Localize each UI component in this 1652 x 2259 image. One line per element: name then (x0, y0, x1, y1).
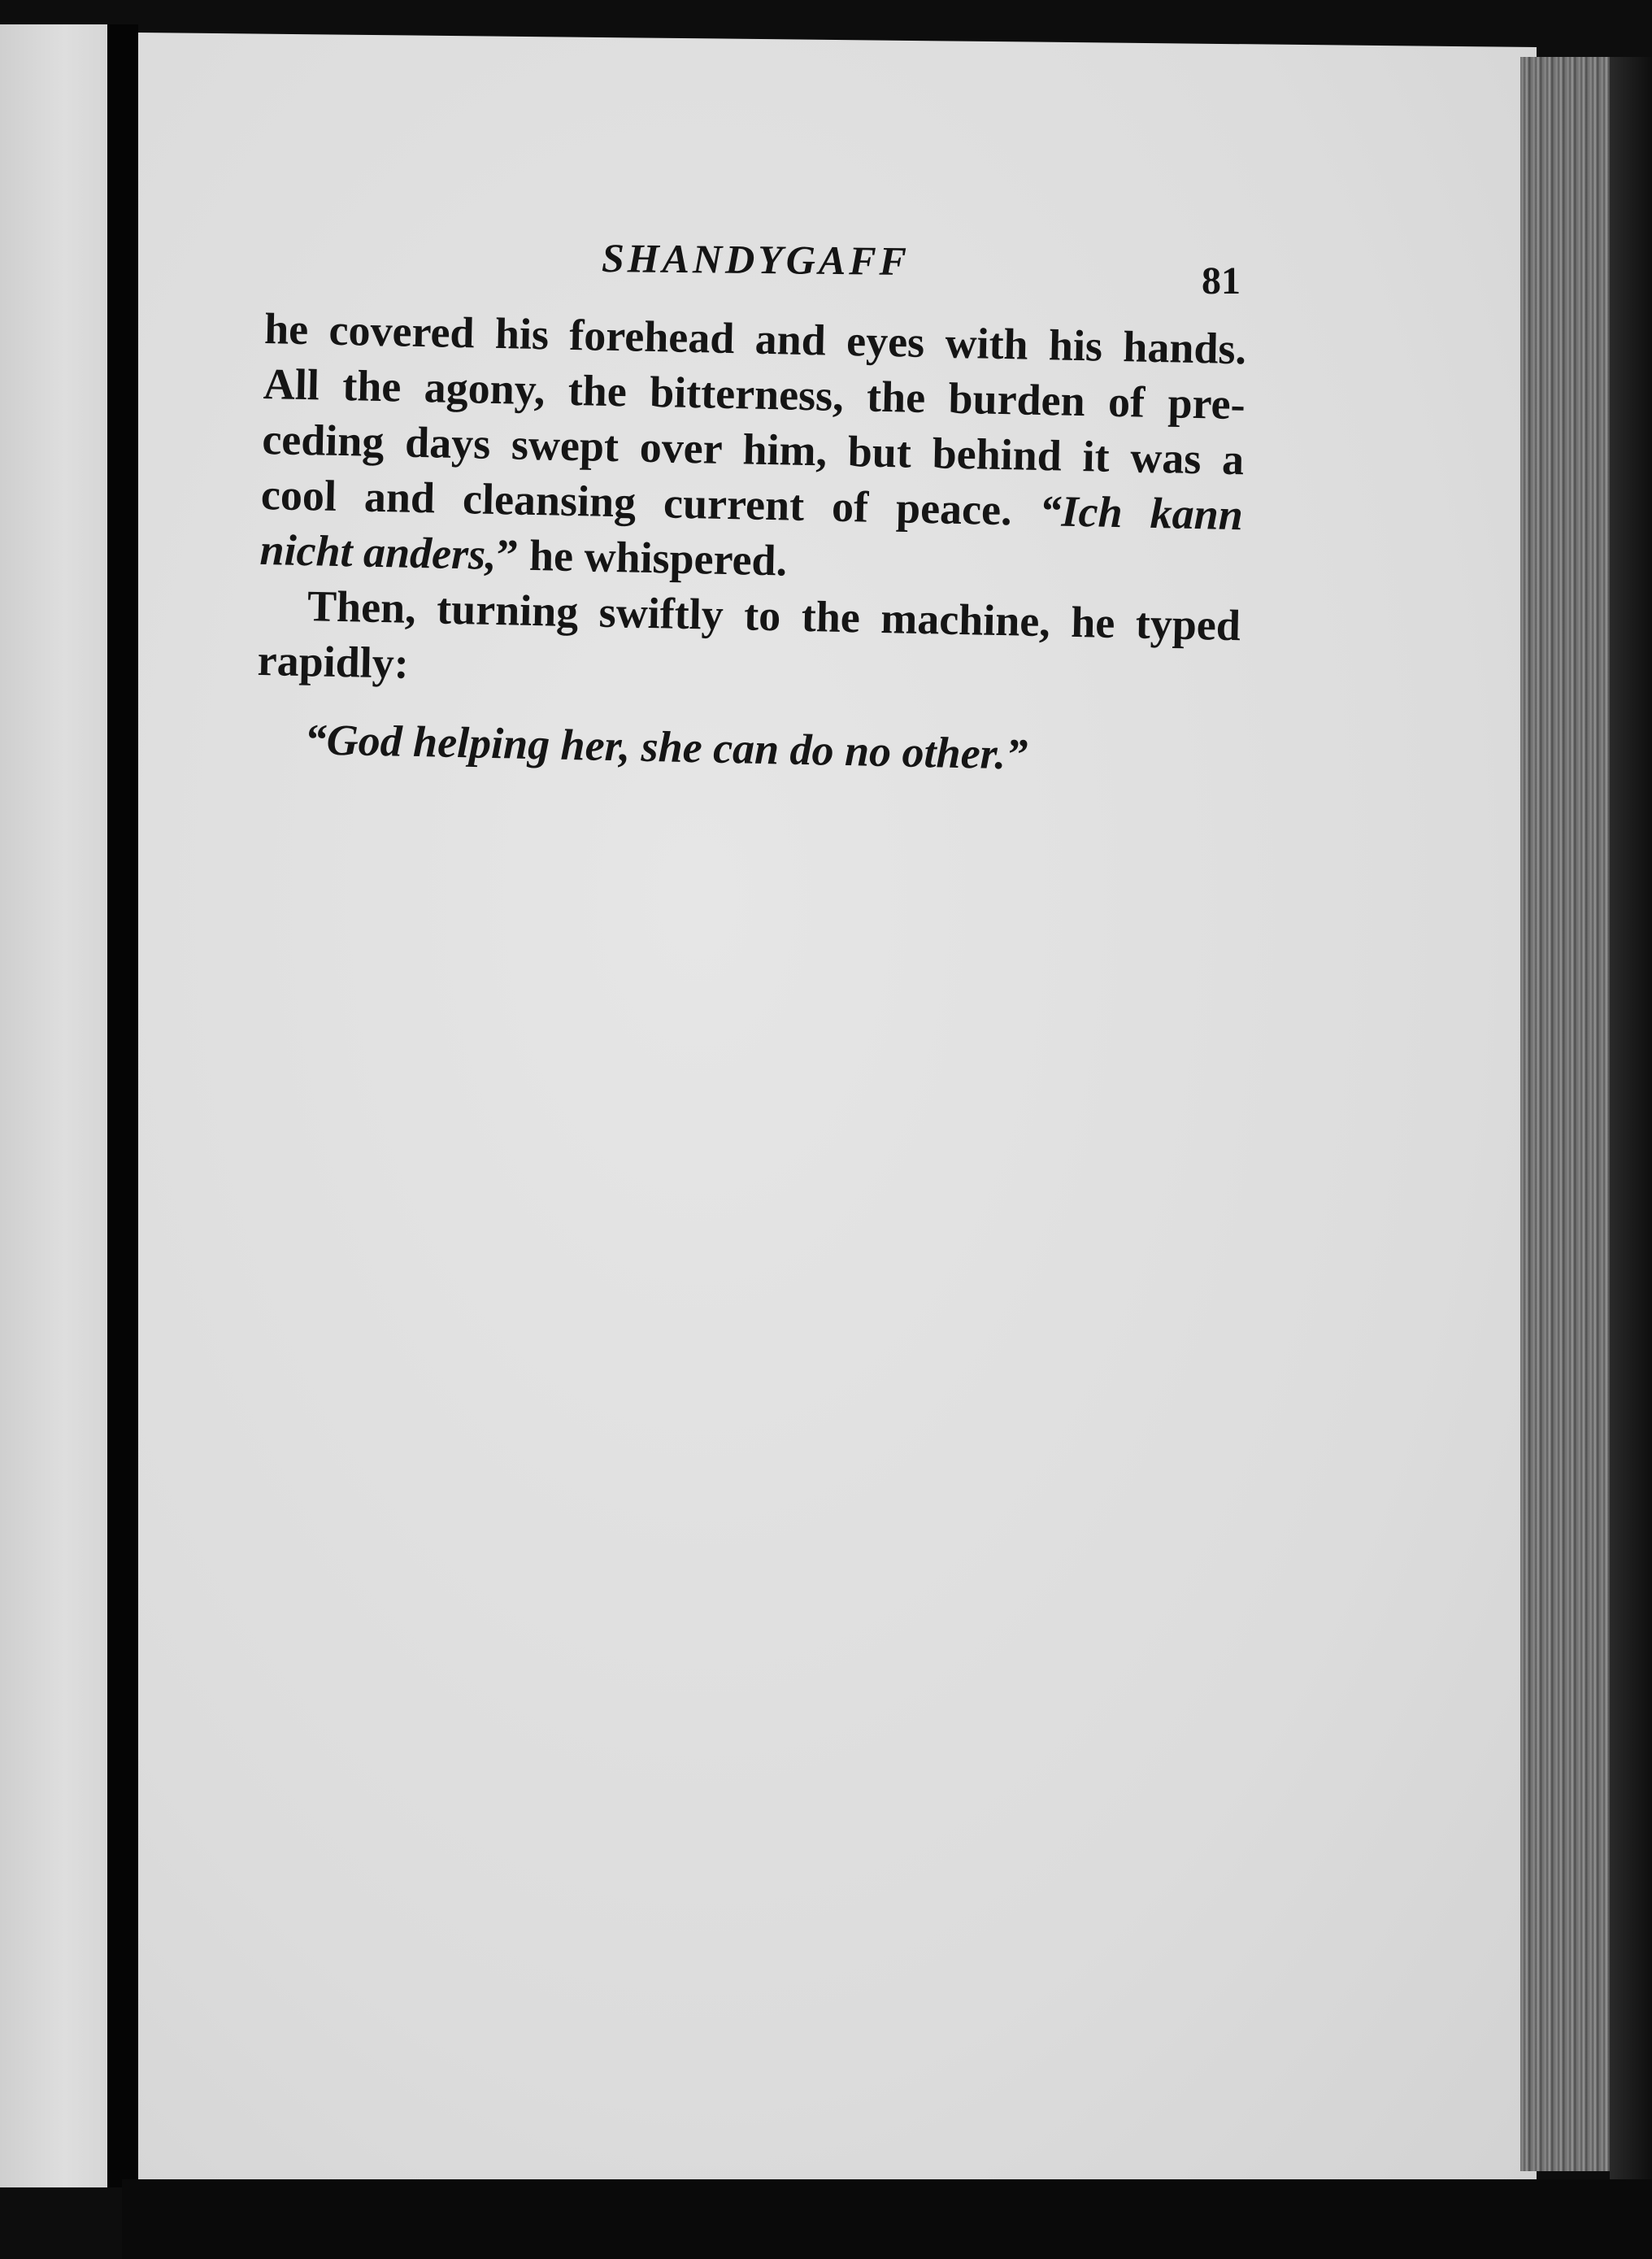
running-head: SHANDYGAFF (601, 235, 911, 284)
text-line: Then, turning swiftly to the machine, he typed (306, 581, 1241, 651)
text-fragment: ” he whispered. (495, 530, 788, 585)
text-fragment: cool and cleansing current of peace. (260, 469, 1013, 535)
page-number: 81 (1202, 259, 1241, 303)
page-edges (1520, 57, 1610, 2171)
typed-quote: “God helping her, she can do no other.” (304, 715, 1028, 779)
body-text (255, 301, 1247, 786)
bottom-shadow (122, 2179, 1652, 2259)
page-edges-shadow (1610, 57, 1652, 2204)
book-gutter (107, 24, 138, 2187)
facing-page-edge (0, 24, 107, 2187)
german-quote-end: nicht anders, (259, 524, 498, 580)
german-quote-start: “Ich kann (1039, 486, 1244, 540)
text-line: rapidly: (257, 635, 410, 688)
text-line: ceding days swept over him, but behind it was a (261, 414, 1245, 485)
text-line: All the agony, the bitterness, the burden of pre- (263, 359, 1246, 429)
text-line: he covered his forehead and eyes with his hands. (263, 303, 1247, 374)
